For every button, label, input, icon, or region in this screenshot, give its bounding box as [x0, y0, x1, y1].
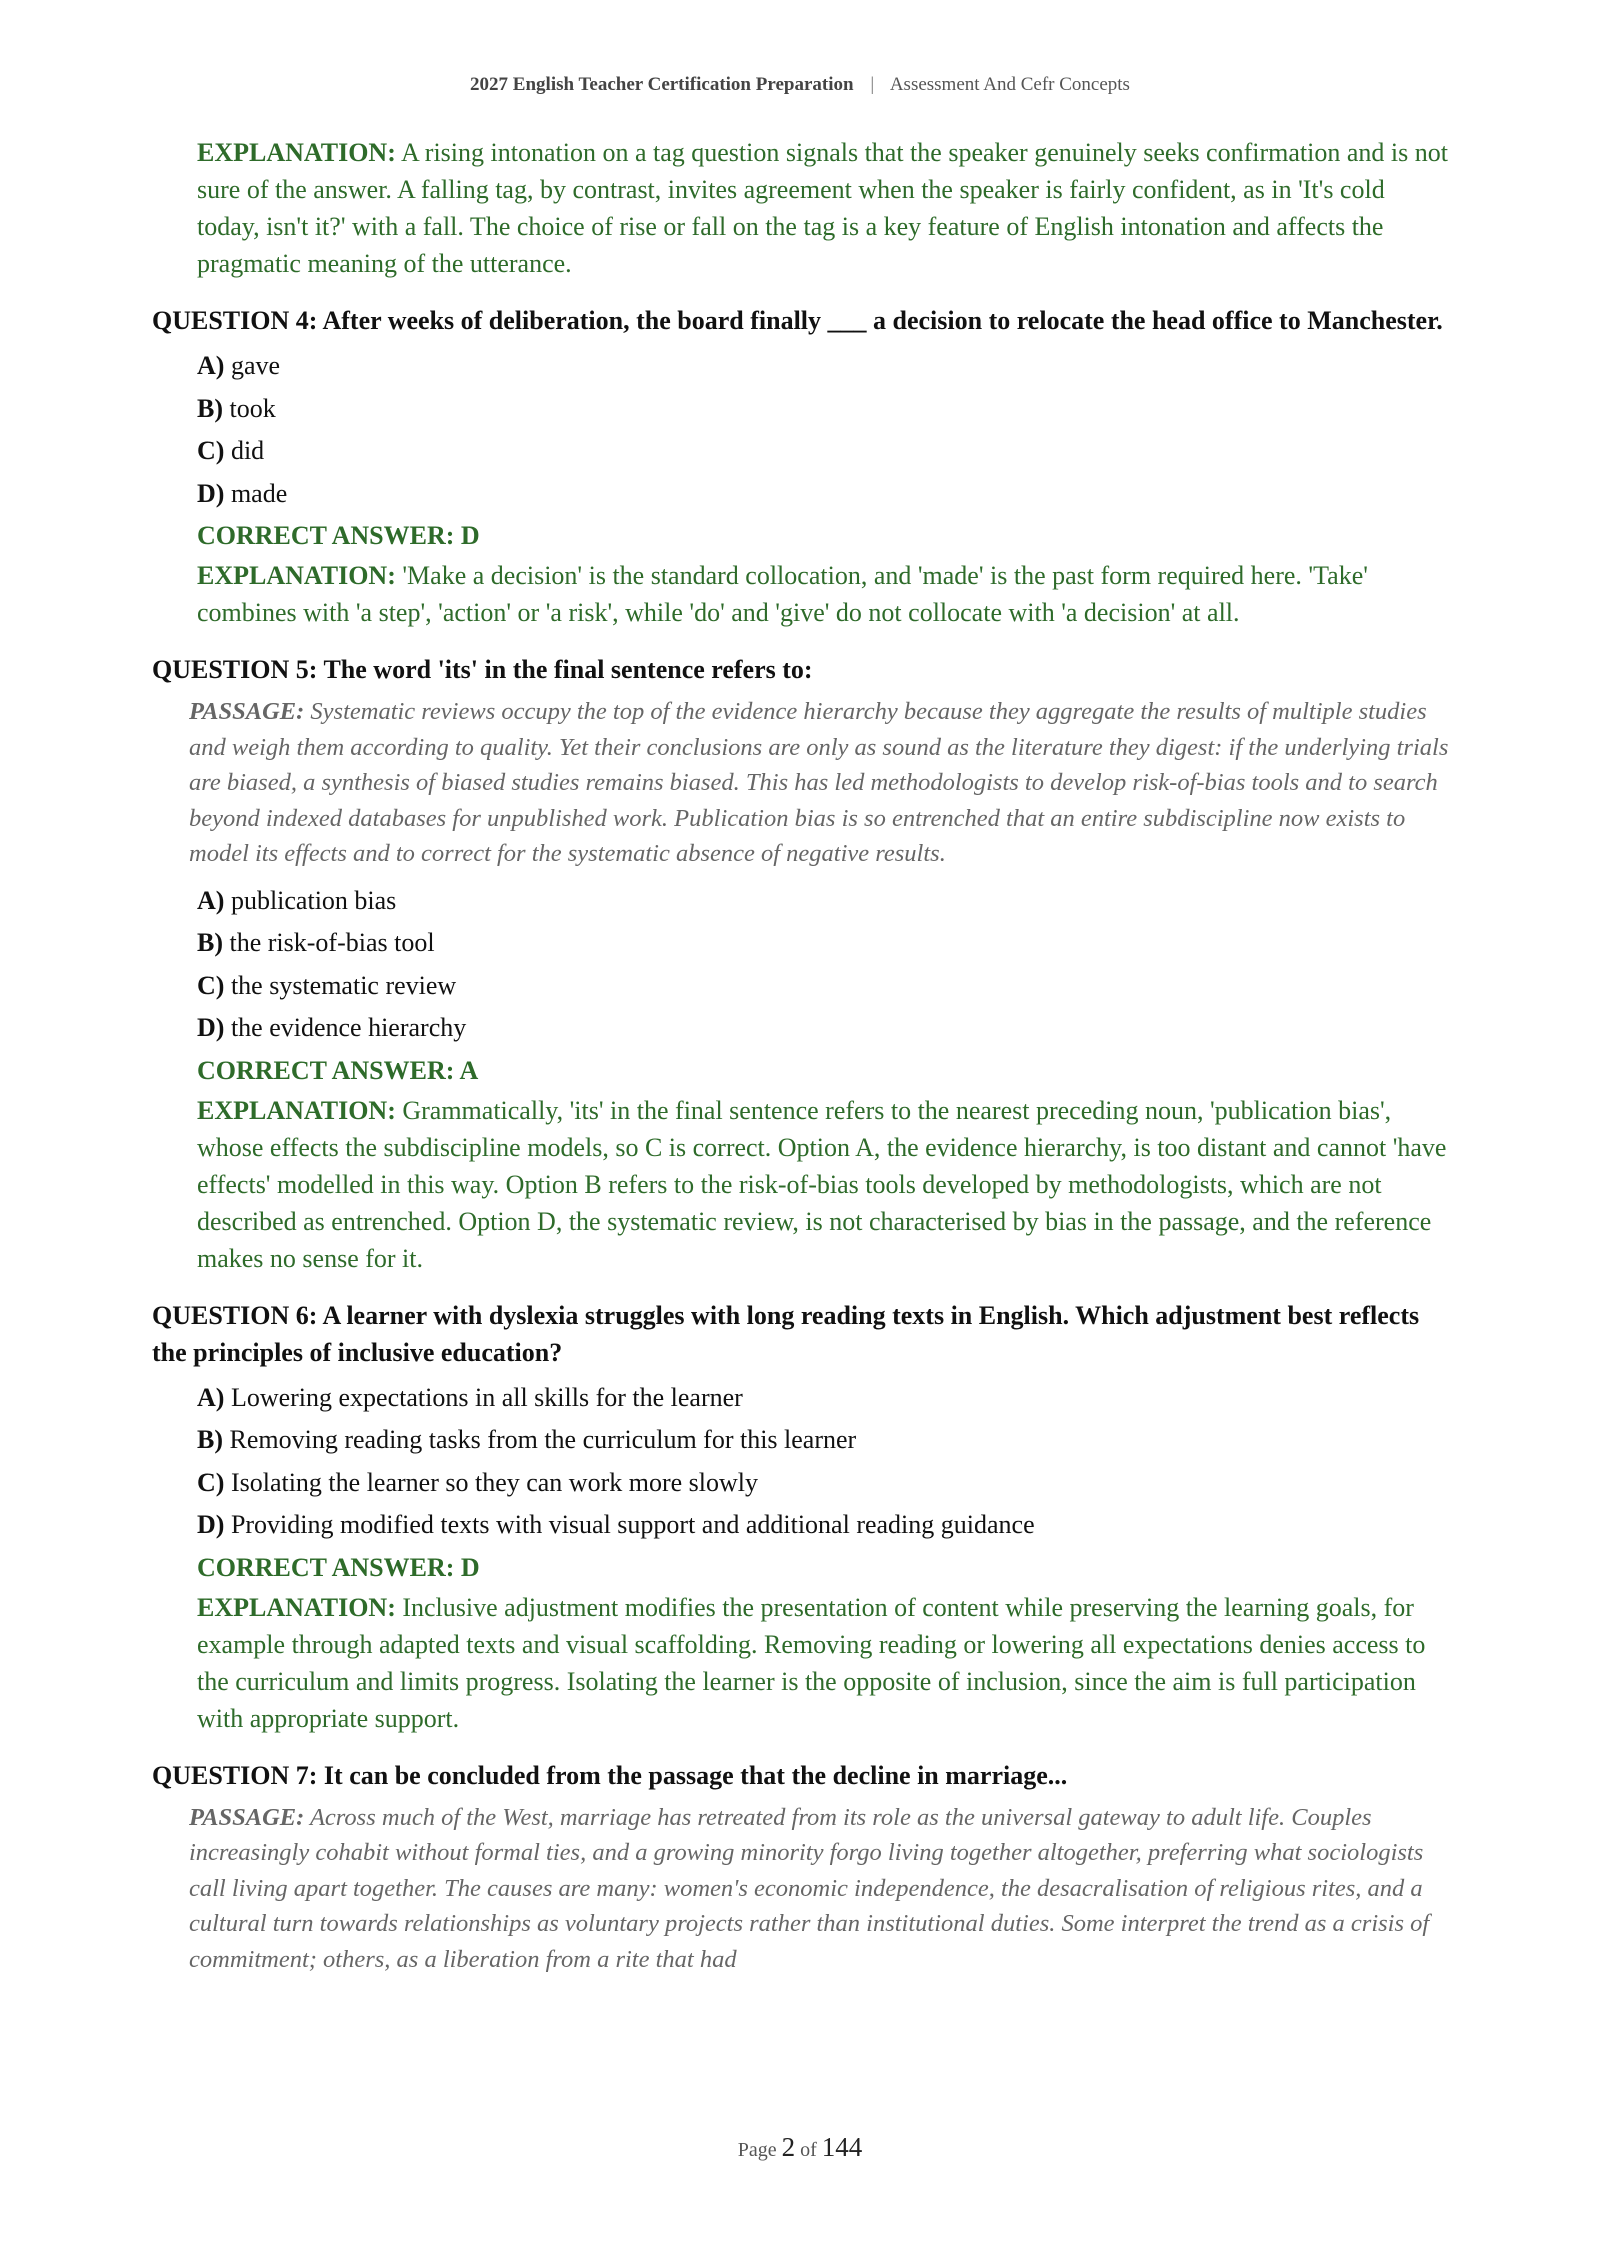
option-d — [197, 1504, 1452, 1547]
options-list — [152, 345, 1452, 515]
correct-answer: CORRECT ANSWER: D — [197, 1552, 480, 1582]
reading-passage — [189, 694, 1452, 872]
options-list — [152, 880, 1452, 1050]
option-b — [197, 388, 1452, 431]
option-text: made — [230, 478, 288, 508]
correct-answer: CORRECT ANSWER: A — [197, 1055, 479, 1085]
page-number: 2 — [781, 2132, 796, 2162]
question-7 — [152, 1757, 1452, 1978]
question-5 — [152, 651, 1452, 1277]
explanation-text: Grammatically, 'its' in the final sentence refers to the nearest preceding noun, 'publication bias', whose effects the subdiscipline models, so C is correct. Option A, the evidence hierarchy, is too distant and cannot 'have effects' modelled in this way. Option B refers to the risk-of-bias tools developed by methodologists, which are not described as entrenched. Option D, the systematic review, is not characterised by bias in the passage, and the reference makes no sense for it. — [197, 1095, 1447, 1273]
explanation-text: 'Make a decision' is the standard collocation, and 'made' is the past form required here. 'Take' combines with 'a step', 'action' or 'a risk', while 'do' and 'give' do not collocate with 'a decision' at all. — [197, 561, 1368, 627]
correct-answer: CORRECT ANSWER: D — [197, 521, 480, 550]
option-text: did — [230, 436, 265, 465]
option-b — [197, 922, 1452, 965]
option-b — [197, 1419, 1452, 1462]
explanation-label: EXPLANATION: — [197, 561, 396, 590]
option-c — [197, 430, 1452, 473]
option-text: Isolating the learner so they can work more slowly — [230, 1467, 759, 1497]
passage-text: Systematic reviews occupy the top of the evidence hierarchy because they aggregate the results of multiple studies and weigh them according to quality. Yet their conclusions are only as sound as the literature they digest: if the underlying trials are biased, a synthesis of biased studies remains biased. This has led methodologists to develop risk-of-bias tools and to search beyond indexed databases for unpublished work. Publication bias is so entrenched that an entire subdiscipline now exists to model its effects and to correct for the systematic absence of negative results. — [189, 698, 1449, 867]
explanation-label: EXPLANATION: — [197, 1095, 396, 1125]
option-letter: B) — [197, 928, 223, 957]
option-letter: D) — [197, 1013, 225, 1042]
option-d — [197, 1007, 1452, 1050]
option-text: the evidence hierarchy — [230, 1013, 467, 1042]
option-text: Removing reading tasks from the curriculum for this learner — [229, 1425, 857, 1454]
option-letter: A) — [197, 351, 225, 380]
explanation-text: A rising intonation on a tag question signals that the speaker genuinely seeks confirmation and is not sure of the answer. A falling tag, by contrast, invites agreement when the speaker is fairly confident, as in 'It's cold today, isn't it?' with a fall. The choice of rise or fall on the tag is a key feature of English intonation and affects the pragmatic meaning of the utterance. — [197, 138, 1448, 278]
explanation — [197, 557, 1452, 631]
option-text: Providing modified texts with visual support and additional reading guidance — [230, 1510, 1035, 1539]
option-letter: C) — [197, 1467, 225, 1497]
option-text: publication bias — [230, 885, 397, 915]
question-3-explanation — [197, 134, 1452, 282]
question-heading: QUESTION 5: The word 'its' in the final sentence refers to: — [152, 655, 813, 684]
question-heading: QUESTION 6: A learner with dyslexia struggles with long reading texts in English. Which adjustment best reflects the principles of inclusive education? — [152, 1300, 1420, 1367]
running-header — [0, 74, 1600, 96]
explanation-label: EXPLANATION: — [197, 1592, 396, 1622]
option-c — [197, 965, 1452, 1008]
option-letter: A) — [197, 1382, 225, 1412]
explanation — [197, 1589, 1452, 1737]
explanation — [197, 1092, 1452, 1277]
question-6 — [152, 1297, 1452, 1737]
option-d — [197, 473, 1452, 516]
question-heading: QUESTION 4: After weeks of deliberation, the board finally ___ a decision to relocate the head office to Manchester. — [152, 306, 1443, 335]
section-title: Assessment And Cefr Concepts — [889, 74, 1130, 95]
explanation-text: Inclusive adjustment modifies the presentation of content while preserving the learning goals, for example through adapted texts and visual scaffolding. Removing reading or lowering all expectations denies access to the curriculum and limits progress. Isolating the learner is the opposite of inclusion, since the aim is full participation with appropriate support. — [197, 1592, 1426, 1733]
document-title: 2027 English Teacher Certification Preparation — [470, 74, 854, 95]
question-heading: QUESTION 7: It can be concluded from the passage that the decline in marriage... — [152, 1760, 1068, 1790]
option-text: the risk-of-bias tool — [229, 928, 435, 957]
question-4 — [152, 302, 1452, 631]
page-content — [152, 134, 1452, 1985]
option-letter: C) — [197, 970, 225, 1000]
reading-passage — [189, 1800, 1452, 1978]
page-footer — [0, 2132, 1600, 2163]
passage-label: PASSAGE: — [189, 698, 305, 725]
option-letter: A) — [197, 885, 225, 915]
option-a — [197, 880, 1452, 923]
option-letter: C) — [197, 436, 225, 465]
option-letter: B) — [197, 393, 223, 423]
header-separator: | — [870, 74, 875, 95]
options-list — [152, 1377, 1452, 1547]
option-letter: D) — [197, 1510, 225, 1539]
option-text: Lowering expectations in all skills for the learner — [230, 1382, 743, 1412]
option-c — [197, 1462, 1452, 1505]
passage-text: Across much of the West, marriage has retreated from its role as the universal gateway to adult life. Couples increasingly cohabit without formal ties, and a growing minority forgo living together altogether, preferring what sociologists call living apart together. The causes are many: women's economic independence, the desacralisation of religious rites, and a cultural turn towards relationships as voluntary projects rather than institutional duties. Some interpret the trend as a crisis of commitment; others, as a liberation from a rite that had — [189, 1803, 1430, 1973]
option-text: gave — [230, 351, 281, 380]
page-of: of — [800, 2139, 817, 2161]
page-prefix: Page — [737, 2139, 777, 2161]
page-total: 144 — [821, 2132, 863, 2162]
passage-label: PASSAGE: — [189, 1803, 305, 1831]
option-a — [197, 1377, 1452, 1420]
option-a — [197, 345, 1452, 388]
option-text: took — [229, 393, 276, 423]
explanation-label: EXPLANATION: — [197, 138, 396, 167]
option-letter: B) — [197, 1425, 223, 1454]
option-letter: D) — [197, 478, 225, 508]
option-text: the systematic review — [230, 970, 457, 1000]
